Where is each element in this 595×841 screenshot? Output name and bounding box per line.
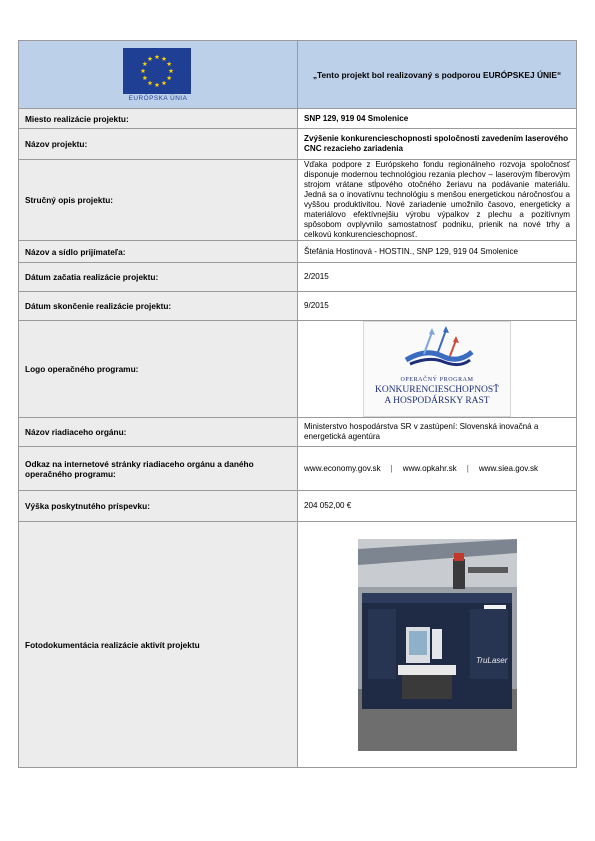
description-value: Vďaka podpore z Európskeho fondu regionálneho rozvoja spoločnosť disponuje modernou technológiou rezania plechov – laserovým fiberovým strojom vrátane stĺpového otočného žeriavu na podávanie materiálu. Jedná sa o inovatívnu technológiu s menšou energetickou náročnosťou a vyššou produktivitou. Nové zariadenie umožnilo časovo, energeticky a materiálovo efektívnejšiu výrobu výpalkov z plechu a pozitívnym spôsobom ovplyvnilo samostatnosť podniku, prienik na nové trhy a celkovú konkurencieschopnosť. (298, 160, 577, 241)
recipient-label: Názov a sídlo prijímateľa: (19, 241, 298, 263)
end-label: Dátum skončenie realizácie projektu: (19, 292, 298, 321)
photo-label: Fotodokumentácia realizácie aktivít projektu (19, 522, 298, 768)
row-name (19, 129, 577, 160)
op-logo-line1: OPERAČNÝ PROGRAM (400, 377, 474, 383)
link-siea[interactable]: www.siea.gov.sk (478, 463, 539, 473)
links-label: Odkaz na internetové stránky riadiaceho orgánu a daného operačného programu: (19, 447, 298, 491)
row-photo (19, 522, 577, 768)
op-logo-line3: A HOSPODÁRSKY RAST (384, 396, 490, 406)
row-links (19, 447, 577, 491)
eu-logo (123, 48, 193, 105)
link-separator: | (466, 463, 469, 473)
photo-cell (298, 522, 577, 768)
link-economy[interactable]: www.economy.gov.sk (304, 463, 381, 473)
row-description (19, 160, 577, 241)
description-label: Stručný opis projektu: (19, 160, 298, 241)
row-end (19, 292, 577, 321)
amount-label: Výška poskytnutého príspevku: (19, 491, 298, 522)
authority-value: Ministerstvo hospodárstva SR v zastúpení: Slovenská inovačná a energetická agentúra (298, 418, 577, 447)
place-value: SNP 129, 919 04 Smolenice (298, 109, 577, 129)
eu-logo-cell (19, 41, 298, 109)
row-op-logo (19, 321, 577, 418)
name-label: Názov projektu: (19, 129, 298, 160)
eu-caption: EURÓPSKA ÚNIA (128, 95, 188, 102)
recipient-value: Štefánia Hostinová - HOSTIN., SNP 129, 919 04 Smolenice (298, 241, 577, 263)
row-start (19, 263, 577, 292)
start-label: Dátum začatia realizácie projektu: (19, 263, 298, 292)
laser-machine-photo (358, 539, 517, 751)
eu-flag-icon (123, 48, 191, 94)
end-value: 9/2015 (298, 292, 577, 321)
op-logo-label: Logo operačného programu: (19, 321, 298, 418)
links-value (298, 447, 577, 491)
amount-value: 204 052,00 € (298, 491, 577, 522)
row-recipient (19, 241, 577, 263)
name-value: Zvýšenie konkurencieschopnosti spoločnosti zavedením laserového CNC rezacieho zariadenia (298, 129, 577, 160)
project-info-table (18, 40, 577, 768)
place-label: Miesto realizácie projektu: (19, 109, 298, 129)
op-logo-emblem-icon (364, 322, 510, 372)
link-separator: | (390, 463, 393, 473)
op-logo-line2: KONKURENCIESCHOPNOSŤ (374, 385, 500, 395)
header-row (19, 41, 577, 109)
project-support-title: „Tento projekt bol realizovaný s podporou EURÓPSKEJ ÚNIE“ (298, 41, 577, 109)
link-opkahr[interactable]: www.opkahr.sk (402, 463, 457, 473)
row-place (19, 109, 577, 129)
authority-label: Názov riadiaceho orgánu: (19, 418, 298, 447)
row-amount (19, 491, 577, 522)
machine-brand-text: TruLaser (475, 655, 507, 665)
op-logo-cell (298, 321, 577, 418)
row-authority (19, 418, 577, 447)
start-value: 2/2015 (298, 263, 577, 292)
op-logo (363, 321, 511, 417)
